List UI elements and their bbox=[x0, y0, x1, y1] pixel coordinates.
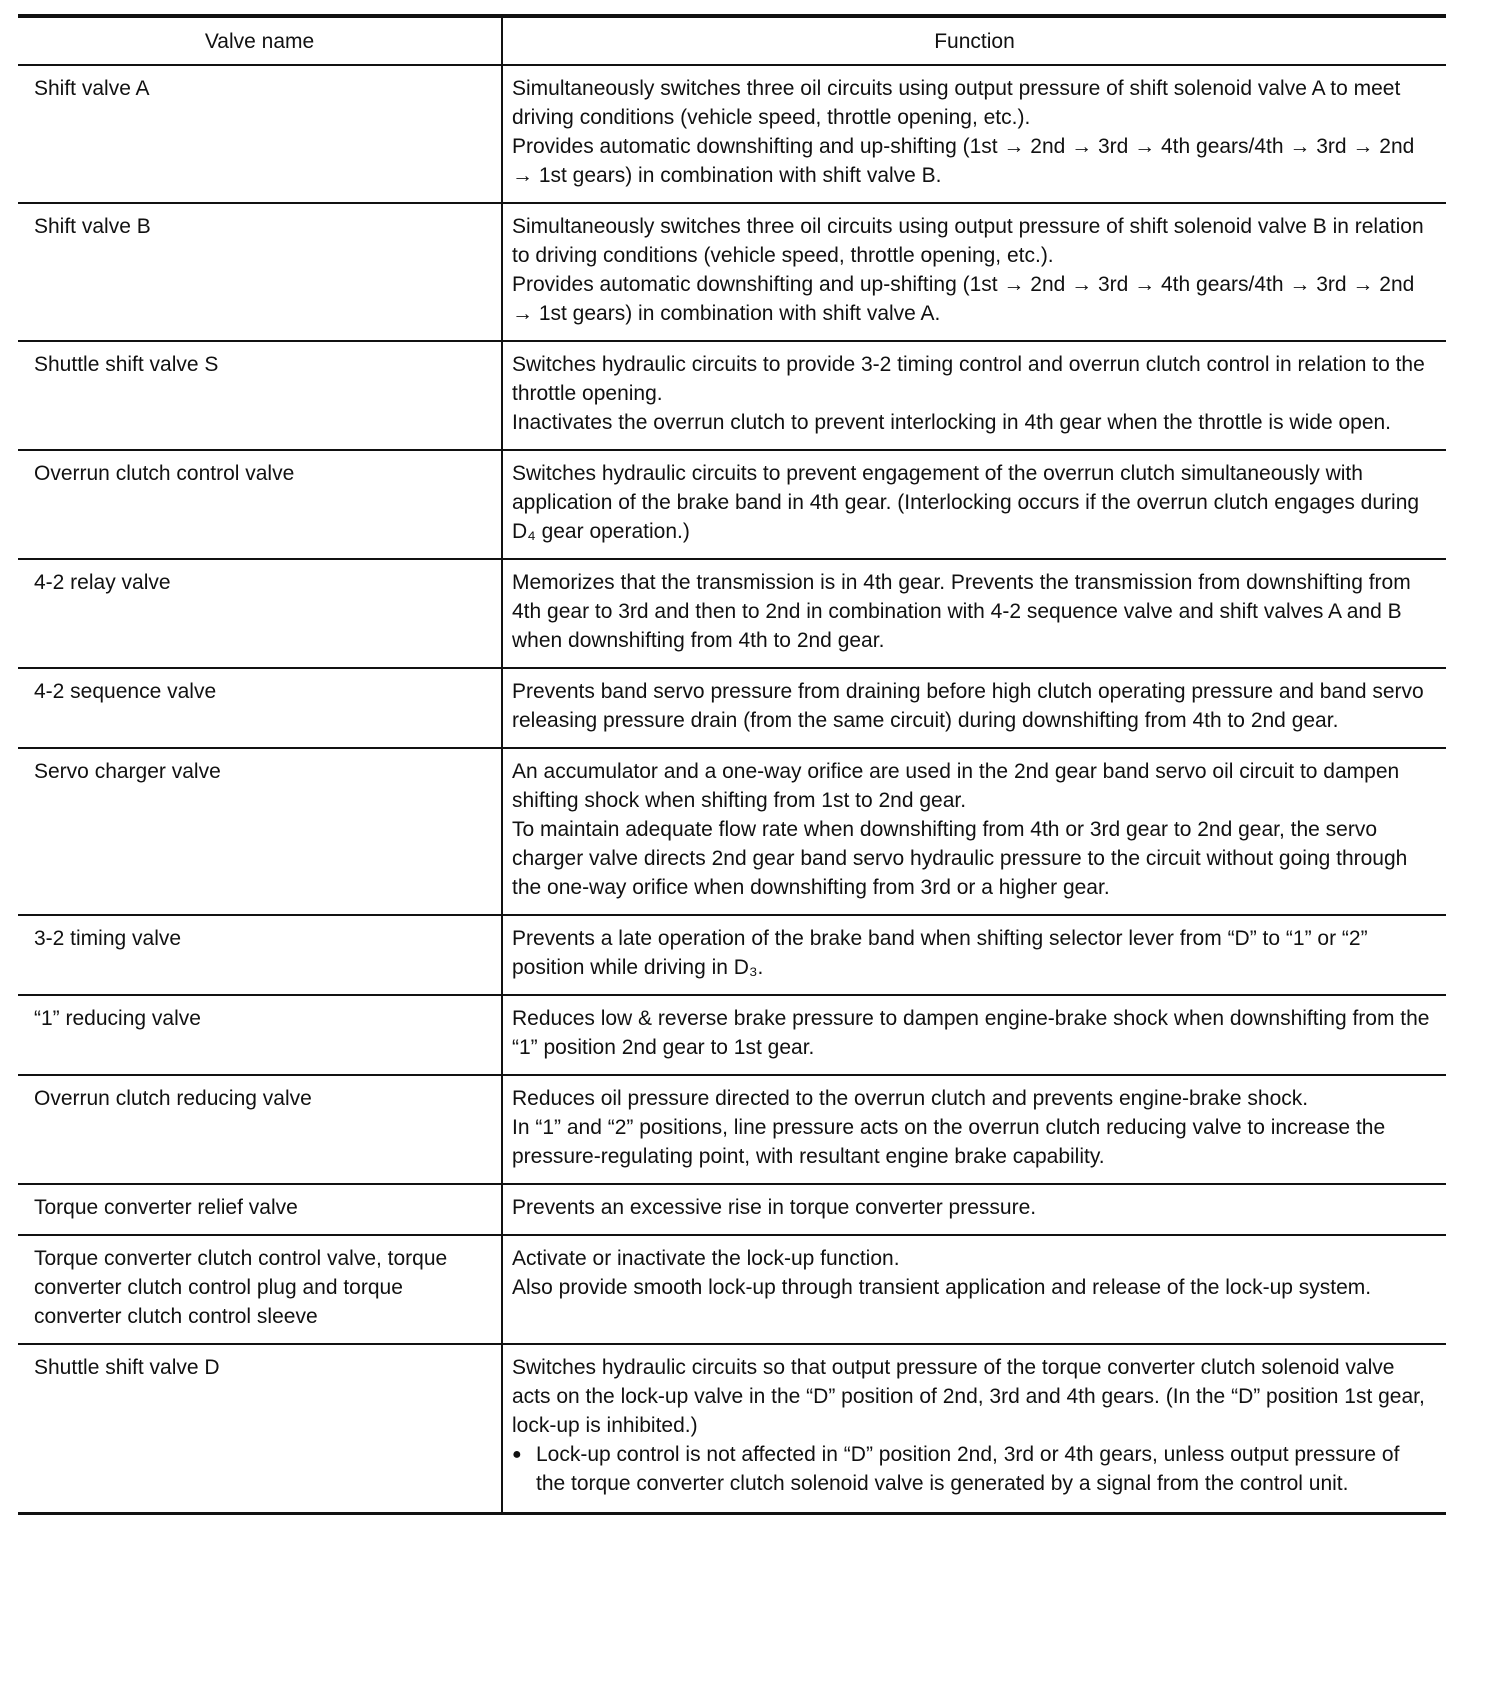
table-row bbox=[18, 450, 1446, 559]
function-text: In “1” and “2” positions, line pressure acts on the overrun clutch reducing valve to increase the pressure-regulating point, with resultant engine brake capability. bbox=[512, 1116, 1386, 1168]
valve-name-cell: Shift valve B bbox=[18, 203, 502, 341]
table-header-row bbox=[18, 16, 1446, 65]
valve-name-cell: 3-2 timing valve bbox=[18, 915, 502, 995]
valve-name-cell: 4-2 sequence valve bbox=[18, 668, 502, 748]
function-text: Also provide smooth lock-up through transient application and release of the lock-up system. bbox=[512, 1276, 1372, 1299]
function-text: Activate or inactivate the lock-up function. bbox=[512, 1247, 900, 1270]
valve-name-cell: “1” reducing valve bbox=[18, 995, 502, 1075]
table-row bbox=[18, 559, 1446, 668]
function-cell bbox=[502, 559, 1446, 668]
table-row bbox=[18, 1184, 1446, 1235]
table-row bbox=[18, 915, 1446, 995]
function-cell bbox=[502, 915, 1446, 995]
valve-name-cell: Servo charger valve bbox=[18, 748, 502, 915]
table-row bbox=[18, 1075, 1446, 1184]
bullet-item bbox=[512, 1440, 1432, 1498]
function-text: Memorizes that the transmission is in 4th gear. Prevents the transmission from downshifting from 4th gear to 3rd and then to 2nd in combination with 4-2 sequence valve and shift valves A and B when downshifting from 4th to 2nd gear. bbox=[512, 571, 1411, 652]
valve-name-header: Valve name bbox=[18, 16, 502, 65]
function-cell bbox=[502, 203, 1446, 341]
table-row bbox=[18, 203, 1446, 341]
function-text: Reduces oil pressure directed to the overrun clutch and prevents engine-brake shock. bbox=[512, 1087, 1309, 1110]
valve-name-cell: Shuttle shift valve S bbox=[18, 341, 502, 450]
function-cell bbox=[502, 748, 1446, 915]
function-header: Function bbox=[502, 16, 1446, 65]
function-text: Provides automatic downshifting and up-shifting (1st → 2nd → 3rd → 4th gears/4th → 3rd → 2nd → 1st gears) in combination with shift valve A. bbox=[512, 273, 1415, 325]
table-row bbox=[18, 748, 1446, 915]
function-cell bbox=[502, 1075, 1446, 1184]
function-text: To maintain adequate flow rate when downshifting from 4th or 3rd gear to 2nd gear, the servo charger valve directs 2nd gear band servo hydraulic pressure to the circuit without going through the one-way orifice when downshifting from 3rd or a higher gear. bbox=[512, 818, 1408, 899]
table-row bbox=[18, 1344, 1446, 1514]
function-cell bbox=[502, 1184, 1446, 1235]
table-row bbox=[18, 668, 1446, 748]
valve-name-cell: Overrun clutch control valve bbox=[18, 450, 502, 559]
valve-function-table bbox=[18, 14, 1446, 1515]
function-text: Simultaneously switches three oil circuits using output pressure of shift solenoid valve B in relation to driving conditions (vehicle speed, throttle opening, etc.). bbox=[512, 215, 1424, 267]
valve-name-cell: Torque converter clutch control valve, torque converter clutch control plug and torque converter clutch control sleeve bbox=[18, 1235, 502, 1344]
valve-name-cell: Shift valve A bbox=[18, 65, 502, 203]
function-cell bbox=[502, 1235, 1446, 1344]
function-cell bbox=[502, 995, 1446, 1075]
valve-name-cell: 4-2 relay valve bbox=[18, 559, 502, 668]
function-cell bbox=[502, 668, 1446, 748]
function-text: Prevents a late operation of the brake band when shifting selector lever from “D” to “1” or “2” position while driving in D₃. bbox=[512, 927, 1368, 979]
function-text: Switches hydraulic circuits to prevent engagement of the overrun clutch simultaneously with application of the brake band in 4th gear. (Interlocking occurs if the overrun clutch engages during D₄ gear operation.) bbox=[512, 462, 1420, 543]
table-row bbox=[18, 341, 1446, 450]
table-row bbox=[18, 995, 1446, 1075]
function-text: An accumulator and a one-way orifice are used in the 2nd gear band servo oil circuit to dampen shifting shock when shifting from 1st to 2nd gear. bbox=[512, 760, 1400, 812]
function-text: Switches hydraulic circuits to provide 3-2 timing control and overrun clutch control in relation to the throttle opening. bbox=[512, 353, 1425, 405]
table-row bbox=[18, 65, 1446, 203]
function-cell bbox=[502, 65, 1446, 203]
function-text: Prevents an excessive rise in torque converter pressure. bbox=[512, 1196, 1037, 1219]
bullet-text: Lock-up control is not affected in “D” position 2nd, 3rd or 4th gears, unless output pressure of the torque converter clutch solenoid valve is generated by a signal from the control unit. bbox=[536, 1443, 1400, 1495]
function-text: Inactivates the overrun clutch to prevent interlocking in 4th gear when the throttle is wide open. bbox=[512, 411, 1392, 434]
function-text: Switches hydraulic circuits so that output pressure of the torque converter clutch solenoid valve acts on the lock-up valve in the “D” position of 2nd, 3rd and 4th gears. (In the “D” position 1st gear, lock-up is inhibited.) bbox=[512, 1356, 1425, 1437]
function-cell bbox=[502, 450, 1446, 559]
function-text: Prevents band servo pressure from draining before high clutch operating pressure and band servo releasing pressure drain (from the same circuit) during downshifting from 4th to 2nd gear. bbox=[512, 680, 1424, 732]
valve-name-cell: Torque converter relief valve bbox=[18, 1184, 502, 1235]
function-text: Simultaneously switches three oil circuits using output pressure of shift solenoid valve A to meet driving conditions (vehicle speed, throttle opening, etc.). bbox=[512, 77, 1401, 129]
valve-name-cell: Overrun clutch reducing valve bbox=[18, 1075, 502, 1184]
function-cell bbox=[502, 341, 1446, 450]
document-page bbox=[18, 14, 1446, 1515]
table-row bbox=[18, 1235, 1446, 1344]
bullet-dot-icon: ● bbox=[512, 1446, 522, 1463]
function-text: Reduces low & reverse brake pressure to dampen engine-brake shock when downshifting from the “1” position 2nd gear to 1st gear. bbox=[512, 1007, 1430, 1059]
function-text: Provides automatic downshifting and up-shifting (1st → 2nd → 3rd → 4th gears/4th → 3rd → 2nd → 1st gears) in combination with shift valve B. bbox=[512, 135, 1415, 187]
function-cell bbox=[502, 1344, 1446, 1514]
valve-name-cell: Shuttle shift valve D bbox=[18, 1344, 502, 1514]
